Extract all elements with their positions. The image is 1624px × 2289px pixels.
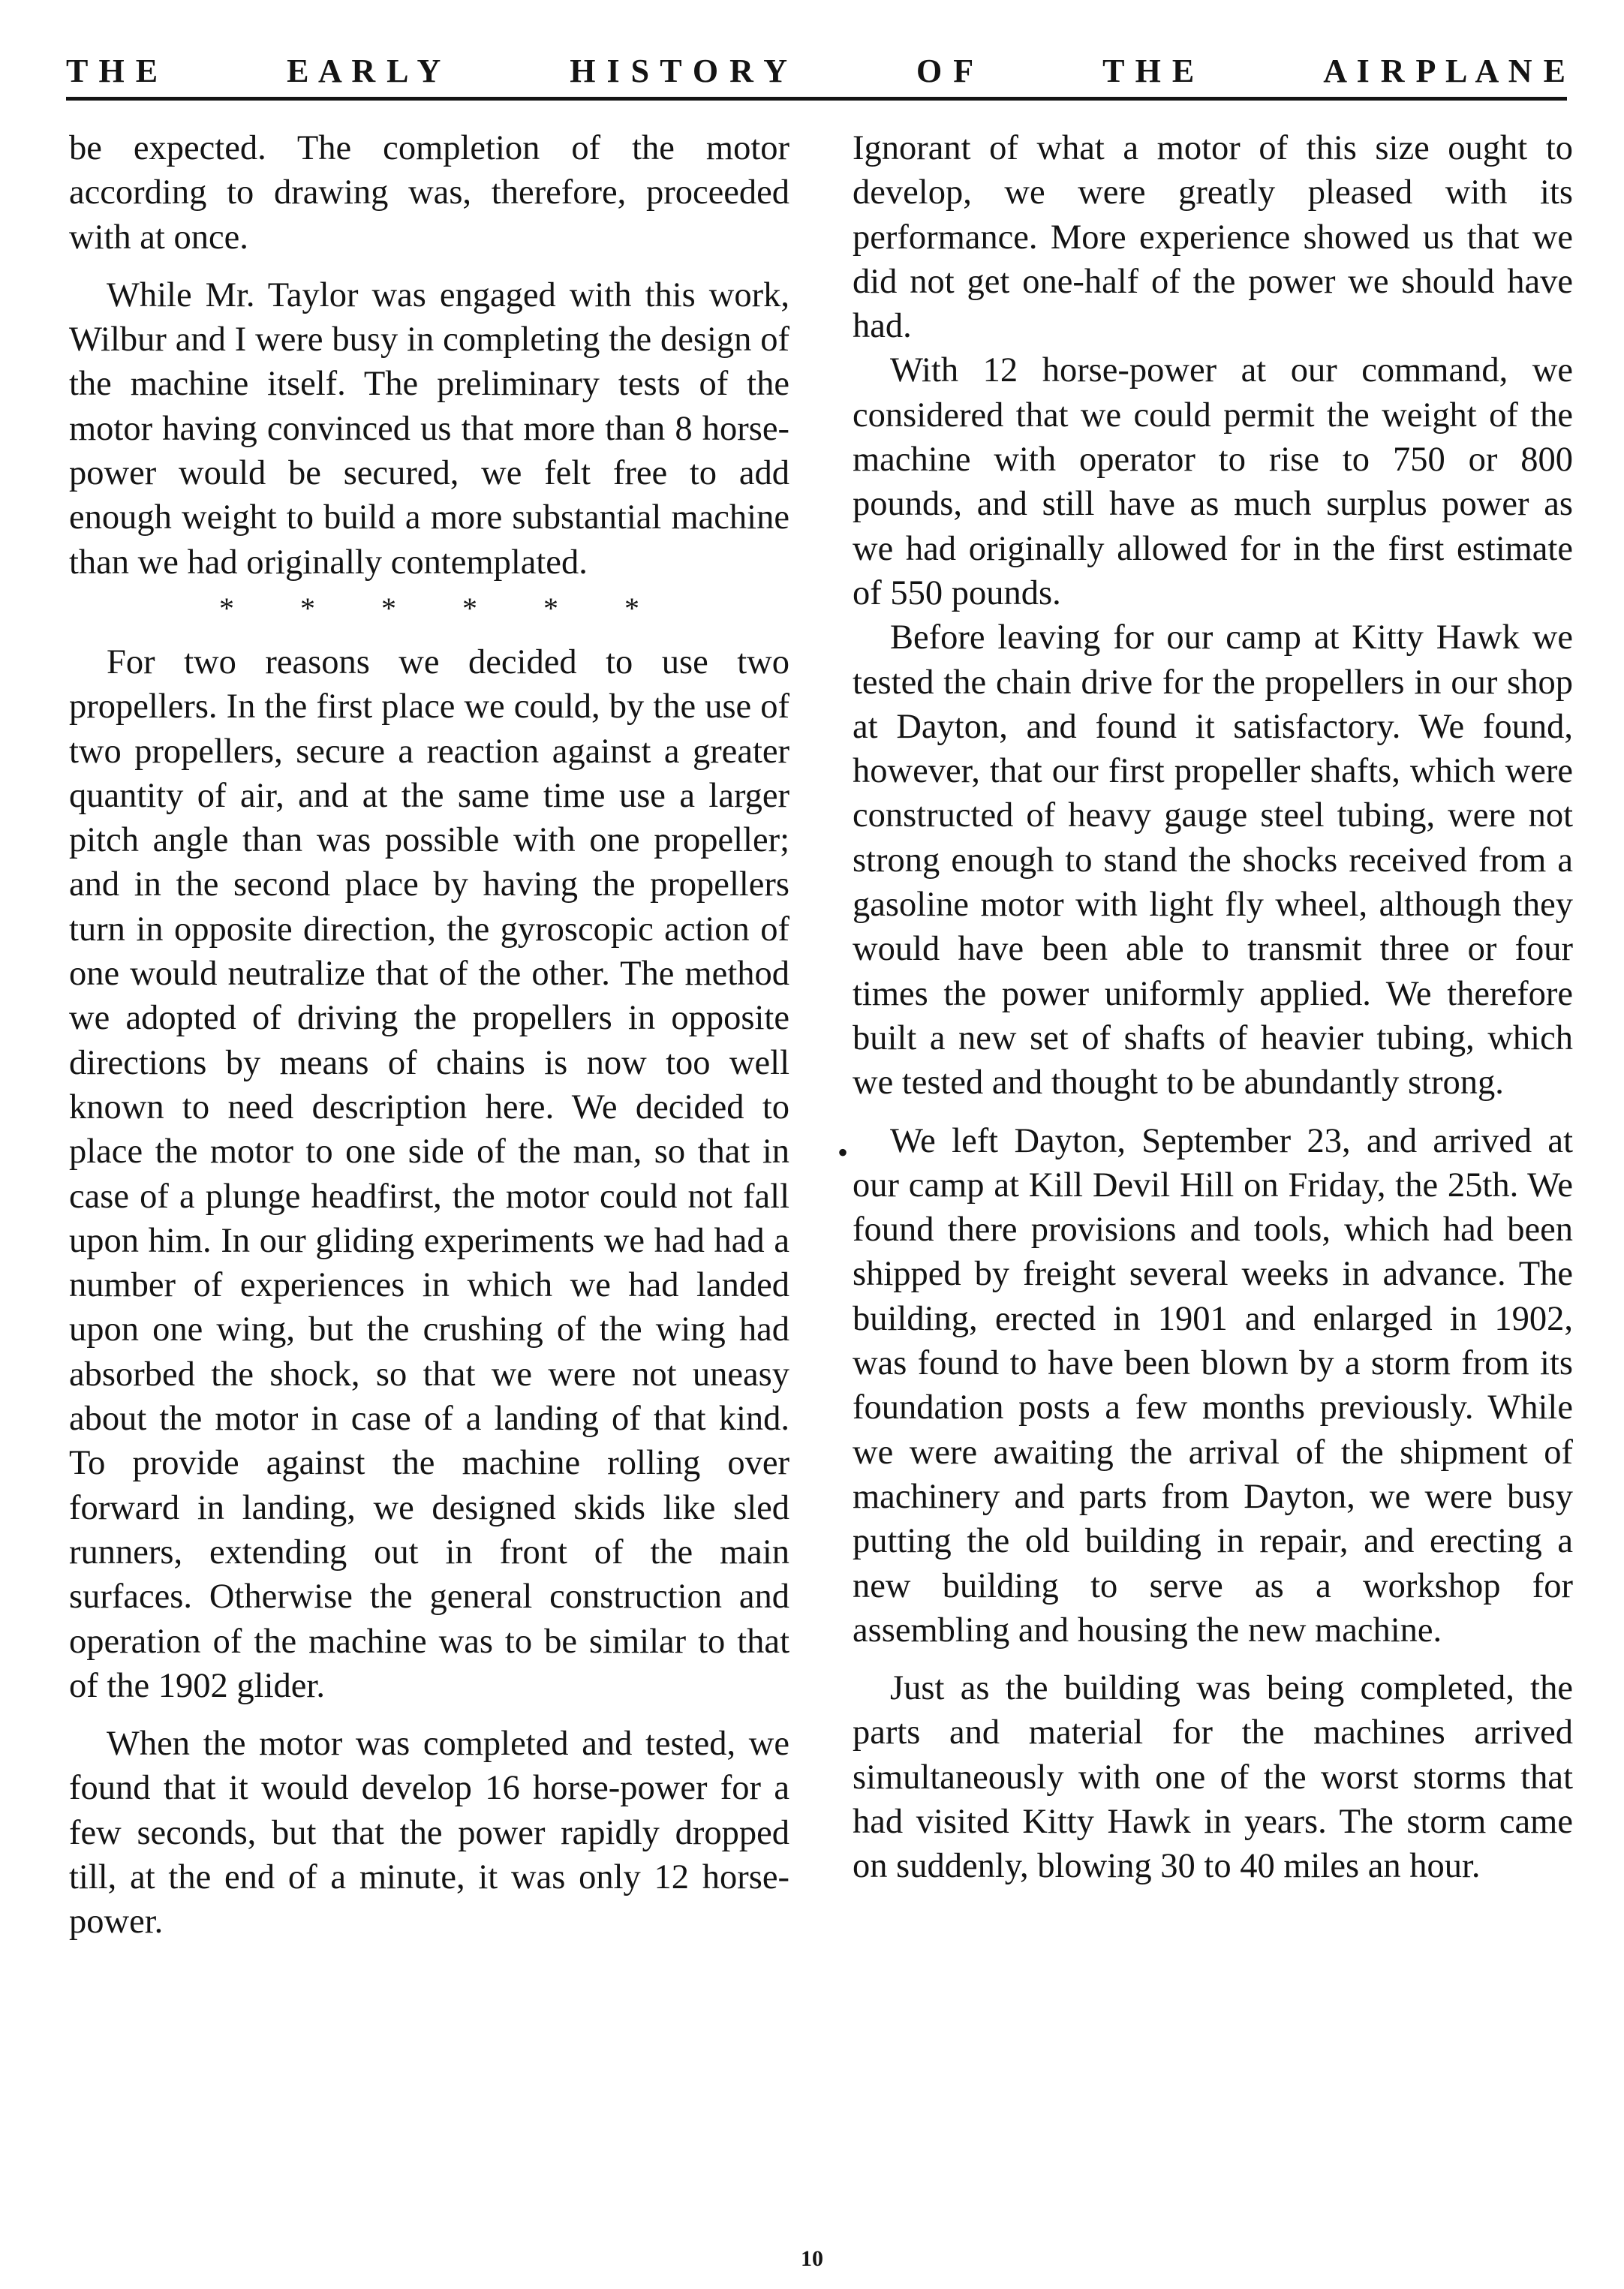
left-column [69,126,789,1945]
paragraph: While Mr. Taylor was engaged with this work, Wilbur and I were busy in completing the design of the machine itself. The preliminary tests of the motor having convinced us that more than 8 horse-power would be secured, we felt free to add enough weight to build a more substantial machine than we had originally contemplated. [69,275,789,582]
star-glyph: * [381,591,396,625]
star-glyph: * [462,591,477,625]
header-word: T H E [1102,52,1196,89]
section-break-stars [69,588,789,630]
star-glyph: * [219,591,234,625]
header-word: A I R P L A N E [1323,52,1567,89]
paragraph: We left Dayton, September 23, and arrived at our camp at Kill Devil Hill on Friday, the 25th. We found there provisions and tools, which had been shipped by freight several weeks in advance. The building, erected in 1901 and enlarged in 1902, was found to have been blown by a storm from its foundation posts a few months previously. While we were awaiting the arrival of the shipment of machinery and parts from Dayton, we were busy putting the old building in repair, and erecting a new building to serve as a workshop for assembling and housing the new machine. [853,1121,1573,1650]
paragraph: With 12 horse-power at our command, we considered that we could permit the weight of the machine with operator to rise to 750 or 800 pounds, and still have as much surplus power as we had originally allowed for in the first estimate of 550 pounds. [853,351,1573,612]
paragraph: Just as the building was being completed, the parts and material for the machines arrived simultaneously with one of the worst storms that had visited Kitty Hawk in years. The storm came on suddenly, blowing 30 to 40 miles an hour. [853,1669,1573,1886]
margin-mark: • [838,1135,849,1169]
right-column [853,126,1573,1889]
paragraph: For two reasons we decided to use two propellers. In the first place we could, by the use of two propellers, secure a reaction against a greater quantity of air, and at the same time use a larger pitch angle than was possible with one propeller; and in the second place by having the propellers turn in opposite direction, the gyroscopic action of one would neutralize that of the other. The method we adopted of driving the propellers in opposite directions by means of chains is now too well known to need description here. We decided to place the motor to one side of the man, so that in case of a plunge headfirst, the motor could not fall upon him. In our gliding experiments we had had a number of experiences in which we had landed upon one wing, but the crushing of the wing had absorbed the shock, so that we were not uneasy about the motor in case of a landing of that kind. To provide against the machine rolling over forward in landing, we designed skids like sled runners, extending out in front of the main surfaces. Otherwise the general construction and operation of the machine was to be similar to that of the 1902 glider. [69,642,789,1705]
header-word: H I S T O R Y [570,52,789,89]
running-header [66,48,1567,93]
star-glyph: * [624,591,639,625]
paragraph: When the motor was completed and tested, we found that it would develop 16 horse-power for a few seconds, but that the power rapidly dropped till, at the end of a minute, it was only 12 horse-power. [69,1725,789,1942]
page-number: 10 [801,2246,823,2271]
header-word: T H E [66,52,160,89]
paragraph: be expected. The completion of the motor according to drawing was, therefore, proceeded with at once. [69,129,789,257]
paragraph: Ignorant of what a motor of this size ought to develop, we were greatly pleased with its performance. More experience showed us that we did not get one-half of the power we should have had. [853,129,1573,346]
header-word: O F [916,52,976,89]
paragraph: Before leaving for our camp at Kitty Hawk we tested the chain drive for the propellers in our shop at Dayton, and found it satisfactory. We found, however, that our first propeller shafts, which were constructed of heavy gauge steel tubing, were not strong enough to stand the shocks received from a gasoline motor with light fly wheel, although they would have been able to transmit three or four times the power uniformly applied. We therefore built a new set of shafts of heavier tubing, which we tested and thought to be abundantly strong. [853,618,1573,1102]
star-glyph: * [300,591,315,625]
star-glyph: * [543,591,558,625]
header-rule [66,97,1567,101]
header-word: E A R L Y [287,52,443,89]
